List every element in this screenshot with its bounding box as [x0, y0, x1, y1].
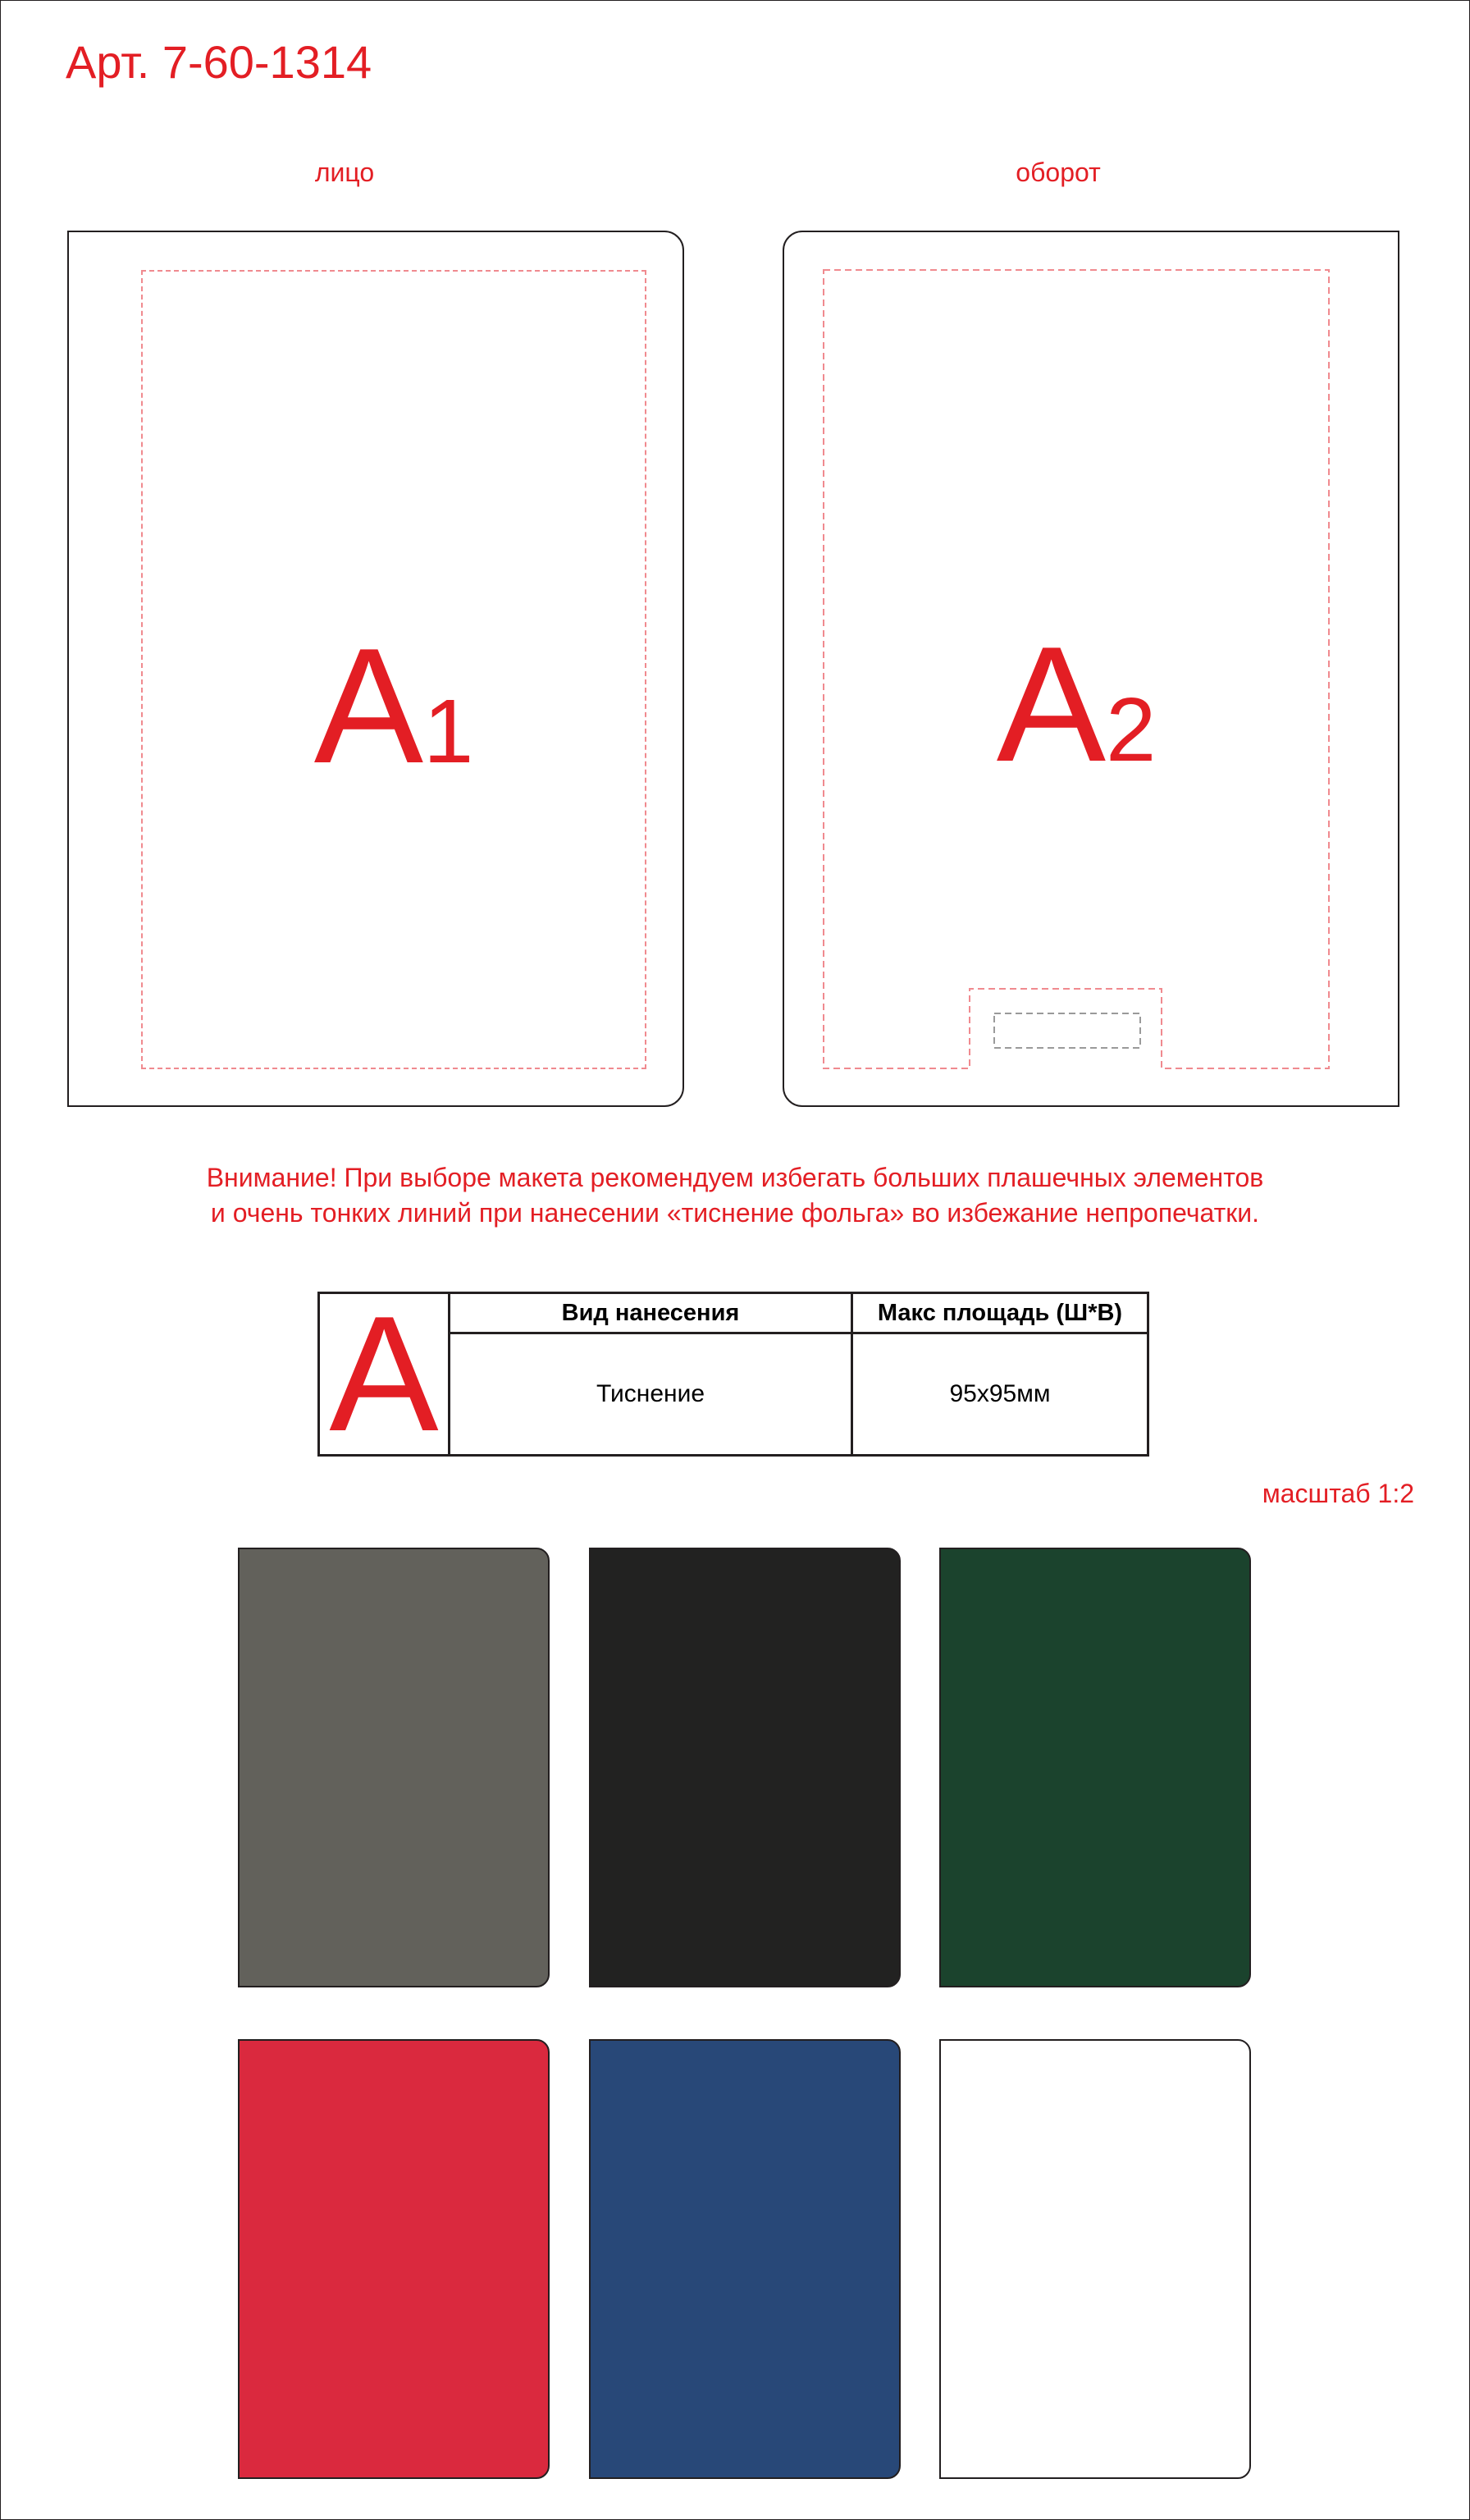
spec-table [317, 1282, 1149, 1466]
color-swatch-white [939, 2039, 1251, 2479]
back-side-label: оборот [1016, 158, 1101, 187]
color-swatch-red [238, 2039, 550, 2479]
color-swatch-black [589, 1548, 901, 1987]
cell-application-type: Тиснение [450, 1333, 852, 1456]
color-swatch-blue [589, 2039, 901, 2479]
article-title: Арт. 7-60-1314 [66, 36, 372, 88]
front-side-label: лицо [314, 158, 375, 187]
spec-zone-letter: A [329, 1282, 439, 1466]
back-zone-letter: A [996, 613, 1107, 796]
warning-line-2: и очень тонких линий при нанесении «тиснение фольга» во избежание непропечатки. [210, 1198, 1260, 1228]
front-zone-letter: A [313, 615, 424, 798]
header-application-type: Вид нанесения [450, 1293, 852, 1333]
back-cover [783, 231, 1399, 1107]
warning-line-1: Внимание! При выборе макета рекомендуем избегать больших плашечных элементов [206, 1163, 1264, 1192]
spec-zone-cell [319, 1282, 450, 1466]
front-zone-index: 1 [423, 681, 474, 782]
front-cover [67, 231, 684, 1107]
back-zone-label [824, 613, 1329, 812]
front-zone-label [143, 615, 645, 814]
back-zone-index: 2 [1106, 679, 1157, 780]
logo-placeholder [994, 1013, 1140, 1048]
header-max-area: Макс площадь (Ш*В) [852, 1293, 1148, 1333]
cell-max-area: 95x95мм [852, 1333, 1148, 1456]
color-swatch-green [939, 1548, 1251, 1987]
color-swatch-gray [238, 1548, 550, 1987]
front-print-zone [141, 270, 646, 1069]
warning-text [66, 1160, 1404, 1231]
scale-label: масштаб 1:2 [1262, 1479, 1414, 1508]
